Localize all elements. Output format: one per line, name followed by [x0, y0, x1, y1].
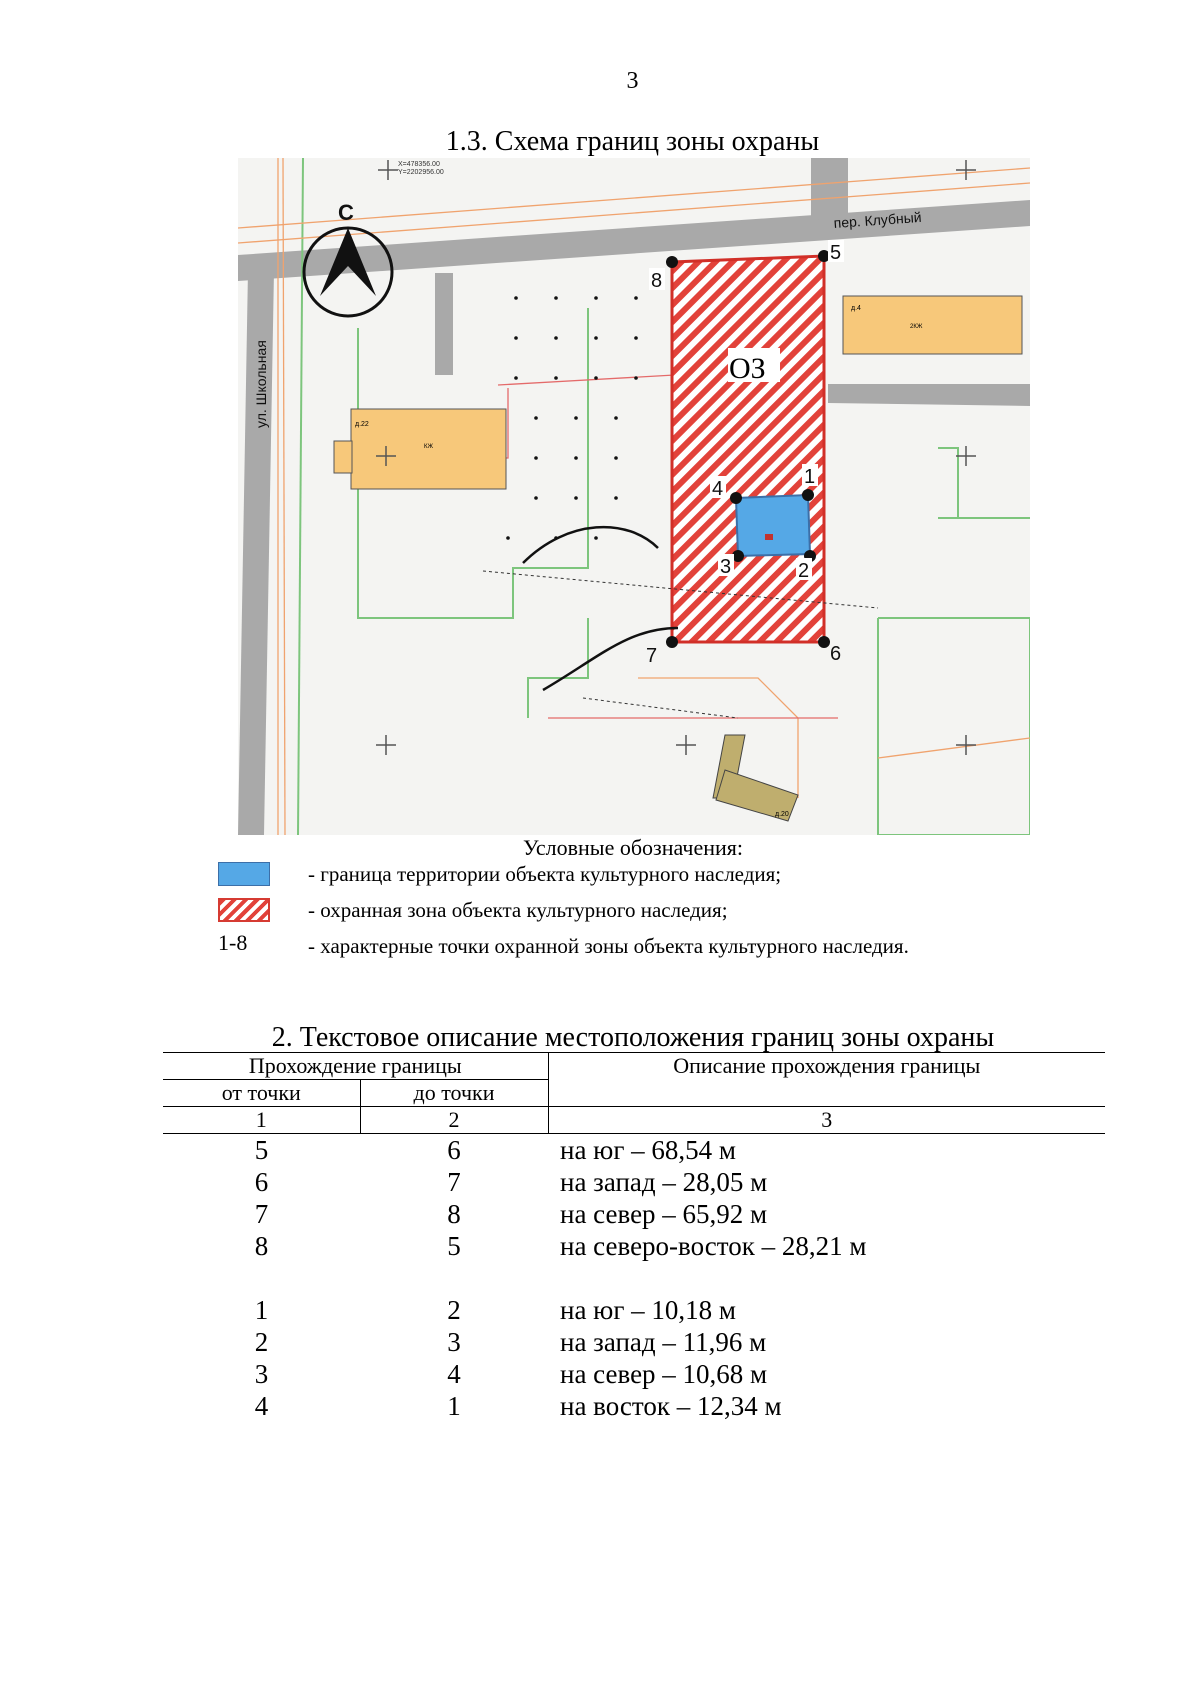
to-point: 5 — [447, 1231, 461, 1261]
point-8-label: 8 — [651, 270, 663, 292]
col-number: 2 — [360, 1107, 548, 1134]
header-from: от точки — [163, 1080, 360, 1107]
boundary-description: на северо-восток – 28,21 м — [560, 1231, 867, 1261]
col-number: 3 — [548, 1107, 1105, 1134]
from-point: 6 — [254, 1167, 269, 1197]
building-d4 — [843, 296, 1022, 354]
building-d22 — [334, 409, 506, 489]
header-to: до точки — [360, 1080, 548, 1107]
point-5-label: 5 — [830, 242, 842, 264]
legend-hatch-swatch — [218, 898, 270, 922]
coord-x: X=478356.00 — [398, 161, 440, 168]
table-row — [163, 1358, 1105, 1390]
house-22-label: д.22 — [355, 421, 369, 428]
point-1 — [802, 489, 814, 501]
boundary-description: на запад – 11,96 м — [560, 1327, 767, 1357]
col-number: 1 — [163, 1107, 360, 1134]
point-4 — [730, 492, 742, 504]
to-point: 4 — [447, 1359, 461, 1389]
legend-item-protection-zone — [218, 895, 728, 925]
to-point: 6 — [447, 1135, 461, 1165]
point-6-label: 6 — [830, 643, 842, 665]
from-point: 5 — [254, 1135, 269, 1165]
legend-blue-swatch — [218, 862, 270, 886]
table-row — [163, 1390, 1105, 1422]
table-spacer — [163, 1262, 1105, 1294]
protection-zone — [672, 256, 824, 642]
boundary-description: на север – 10,68 м — [560, 1359, 768, 1389]
street-club-label: пер. Клубный — [833, 208, 923, 231]
table-row — [163, 1294, 1105, 1326]
road-east — [828, 384, 1030, 406]
to-point: 1 — [447, 1391, 461, 1421]
table-row — [163, 1198, 1105, 1230]
to-point: 8 — [447, 1199, 461, 1229]
to-point: 3 — [447, 1327, 461, 1357]
boundary-table — [163, 1052, 1105, 1422]
to-point: 7 — [447, 1167, 461, 1197]
house-4-code: 2КЖ — [910, 324, 923, 330]
north-label: С — [338, 200, 354, 225]
road-stub — [435, 273, 453, 375]
table-row — [163, 1134, 1105, 1167]
point-2-label: 2 — [798, 560, 810, 582]
point-3-label: 3 — [720, 556, 732, 578]
coord-y: Y=2202956.00 — [398, 169, 444, 176]
legend-points-symbol: 1-8 — [218, 930, 248, 955]
from-point: 8 — [254, 1231, 269, 1261]
header-description: Описание прохождения границы — [548, 1053, 1105, 1107]
from-point: 7 — [254, 1199, 269, 1229]
legend-item-text: - граница территории объекта культурного наследия; — [308, 861, 782, 886]
section-title: 2. Текстовое описание местоположения границ зоны охраны — [271, 1022, 995, 1053]
from-point: 3 — [254, 1359, 269, 1389]
from-point: 2 — [254, 1327, 269, 1357]
table-row — [163, 1230, 1105, 1262]
boundary-description: на восток – 12,34 м — [560, 1391, 782, 1421]
point-4-label: 4 — [712, 478, 724, 500]
table-row — [163, 1166, 1105, 1198]
boundary-description: на юг – 10,18 м — [560, 1295, 737, 1325]
from-point: 1 — [254, 1295, 269, 1325]
legend-item-points — [218, 928, 909, 958]
legend-item-object-boundary — [218, 859, 782, 889]
heritage-object — [736, 495, 810, 556]
boundary-description: на юг – 68,54 м — [560, 1135, 737, 1165]
zone-label: ОЗ — [729, 352, 766, 385]
header-passage: Прохождение границы — [163, 1053, 548, 1080]
boundary-description: на север – 65,92 м — [560, 1199, 768, 1229]
to-point: 2 — [447, 1295, 461, 1325]
point-6 — [818, 636, 830, 648]
street-school-label: ул. Школьная — [253, 340, 269, 428]
point-7-label: 7 — [646, 645, 658, 667]
legend-title: Условные обозначения: — [522, 835, 744, 860]
point-7 — [666, 636, 678, 648]
table-row — [163, 1326, 1105, 1358]
house-22-code: КЖ — [424, 444, 434, 450]
from-point: 4 — [254, 1391, 269, 1421]
legend-item-text: - характерные точки охранной зоны объекта культурного наследия. — [308, 934, 909, 958]
page-number: 3 — [626, 68, 639, 94]
scheme-title: 1.3. Схема границ зоны охраны — [445, 126, 820, 157]
point-8 — [666, 256, 678, 268]
house-20-label: д.20 — [775, 811, 789, 818]
zone-map — [238, 158, 1030, 835]
point-1-label: 1 — [804, 466, 816, 488]
legend-item-text: - охранная зона объекта культурного наследия; — [308, 897, 728, 922]
house-4-label: д.4 — [851, 305, 861, 312]
boundary-description: на запад – 28,05 м — [560, 1167, 768, 1197]
